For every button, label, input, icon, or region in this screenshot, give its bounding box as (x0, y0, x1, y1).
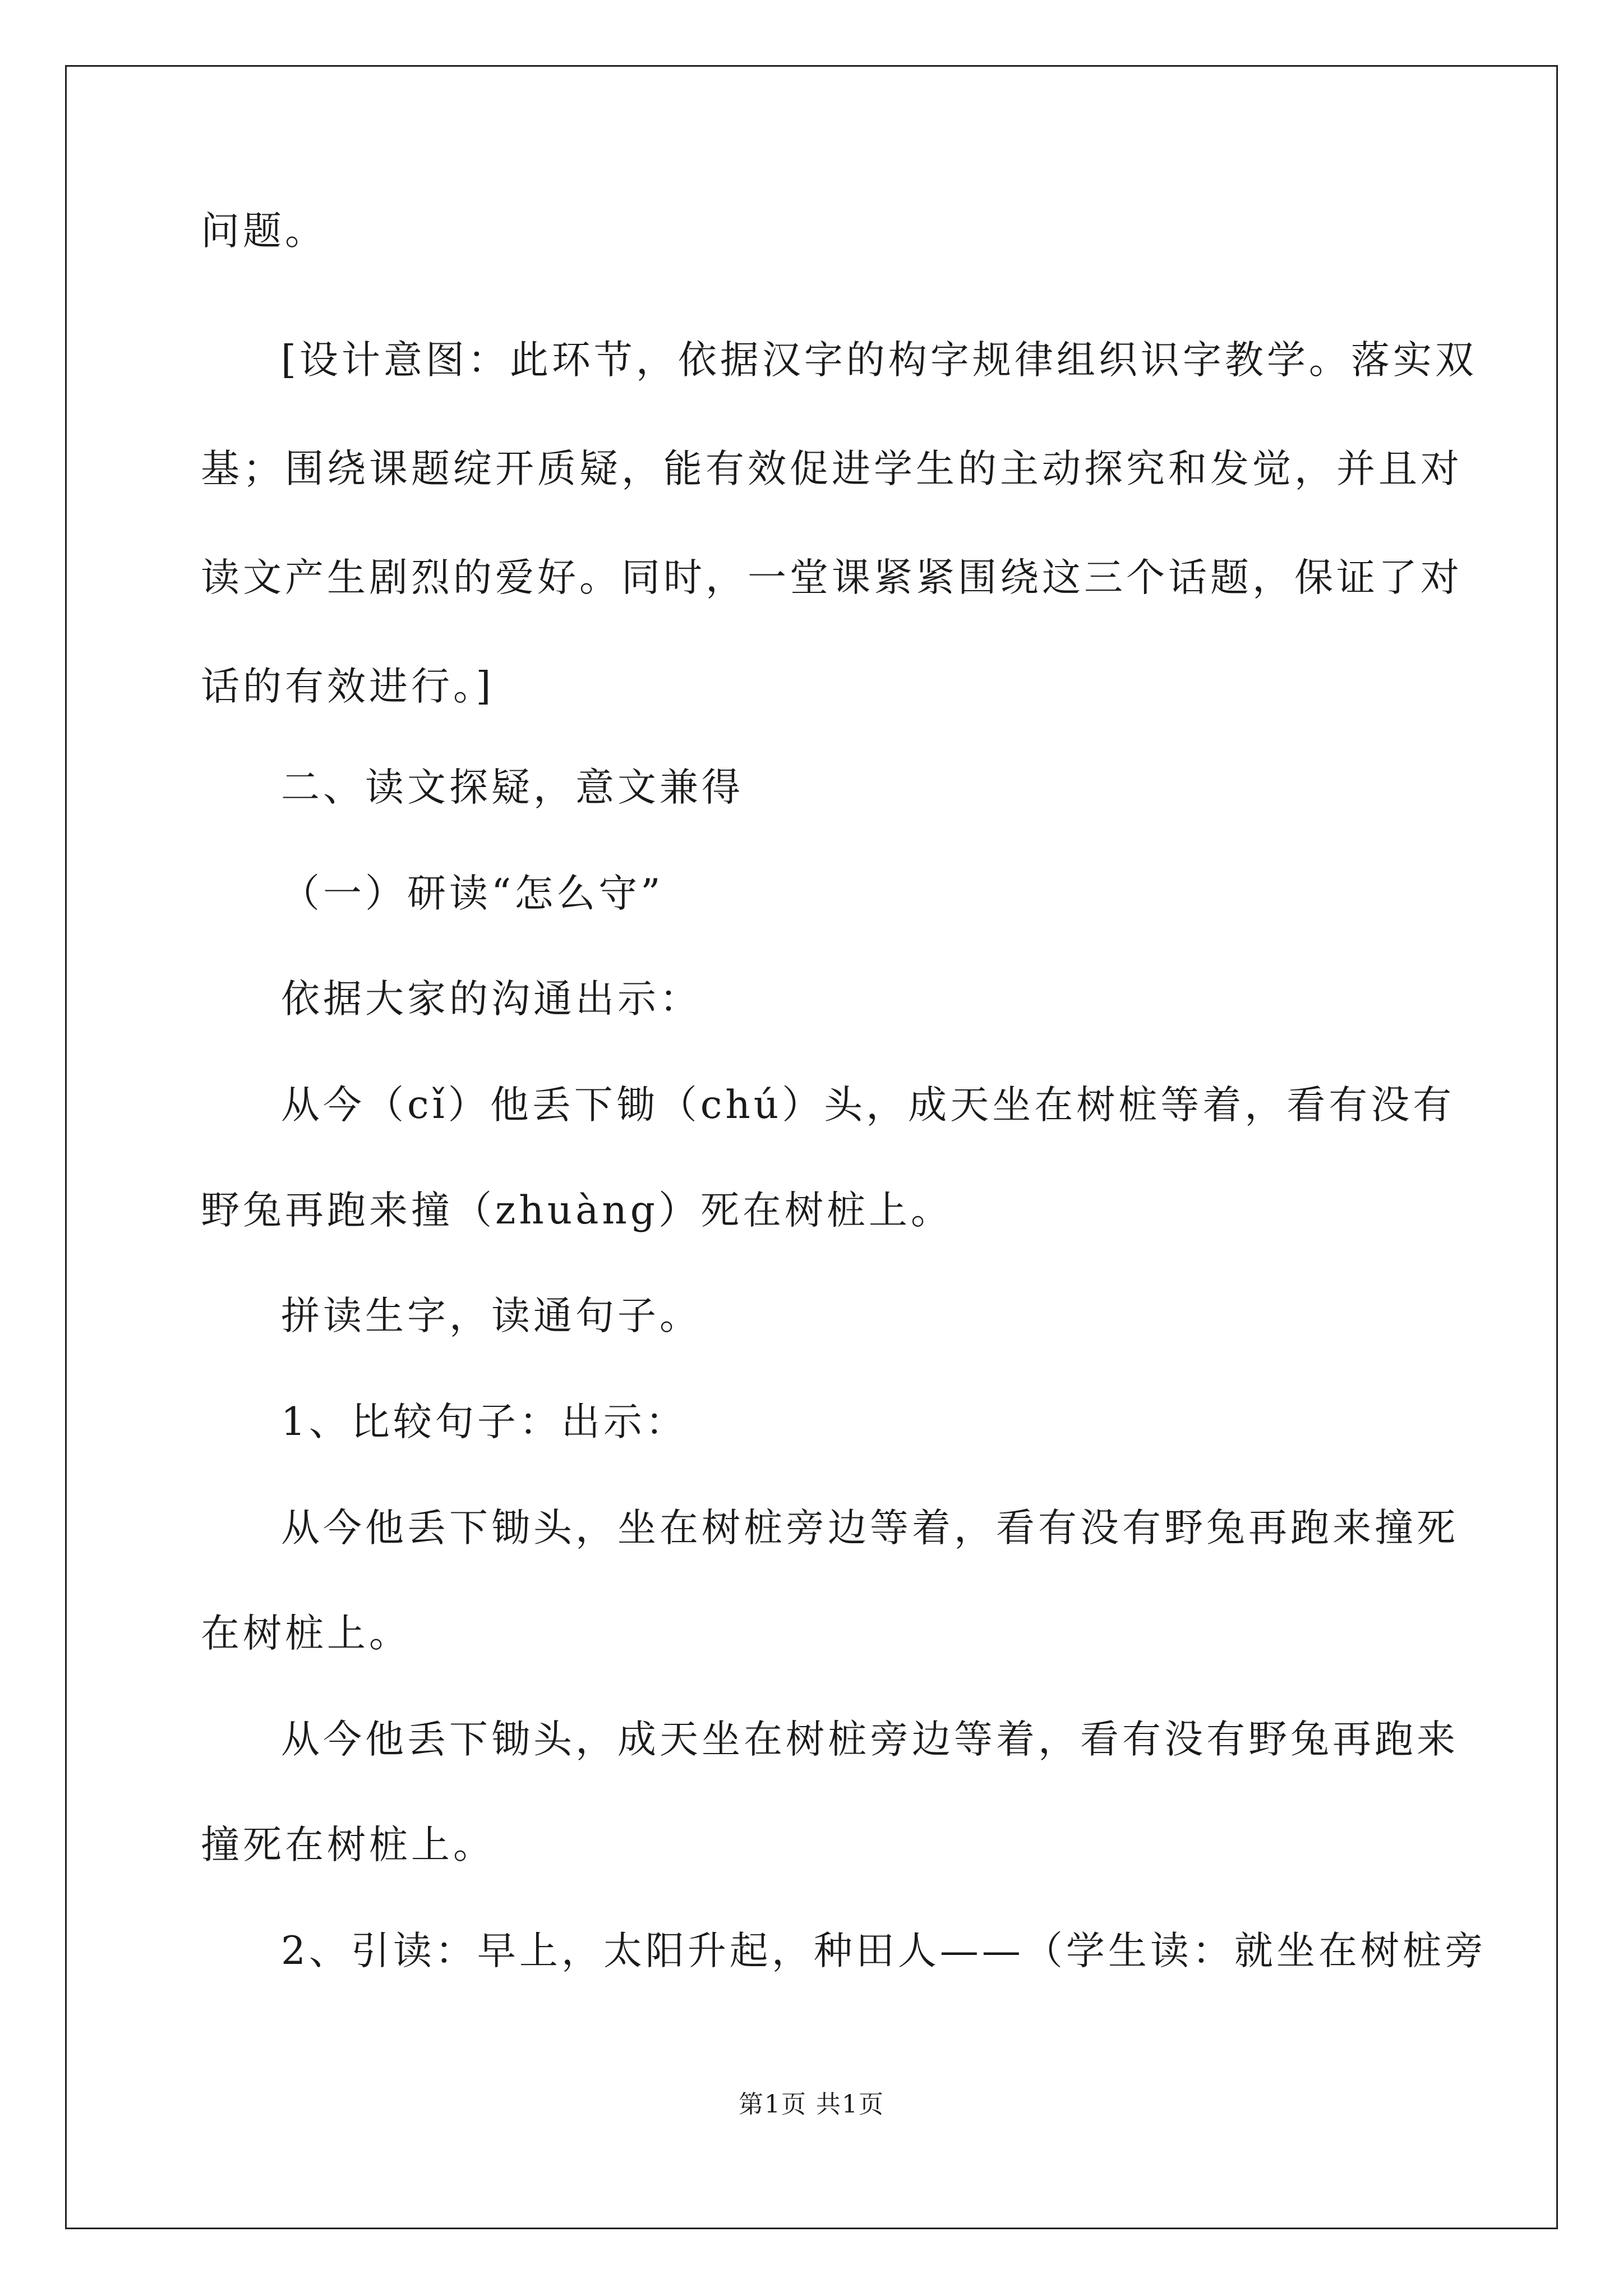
text-line: [设计意图：此环节，依据汉字的构字规律组织识字教学。落实双 (281, 338, 1477, 383)
text-line: 1、比较句子：出示： (281, 1400, 688, 1444)
text-line: 话的有效进行。] (201, 664, 495, 709)
text-line: 从今他丢下锄头，成天坐在树桩旁边等着，看有没有野兔再跑来 (281, 1717, 1459, 1762)
text-line: 2、引读：早上，太阳升起，种田人——（学生读：就坐在树桩旁 (281, 1929, 1487, 1973)
page-border (65, 65, 1558, 2229)
text-line: 依据大家的沟通出示： (281, 977, 702, 1022)
text-line: 在树桩上。 (201, 1611, 411, 1656)
section-heading: 二、读文探疑，意文兼得 (281, 765, 744, 810)
text-line: 撞死在树桩上。 (201, 1823, 495, 1867)
text-line: 从今他丢下锄头，坐在树桩旁边等着，看有没有野兔再跑来撞死 (281, 1506, 1459, 1550)
text-line: 基；围绕课题绽开质疑，能有效促进学生的主动探究和发觉，并且对 (201, 447, 1463, 491)
text-line: 问题。 (201, 209, 327, 254)
text-line: 从今（cǐ）他丢下锄（chú）头，成天坐在树桩等着，看有没有 (281, 1083, 1455, 1128)
text-line: 读文产生剧烈的爱好。同时，一堂课紧紧围绕这三个话题，保证了对 (201, 555, 1463, 600)
text-line: 拼读生字，读通句子。 (281, 1294, 702, 1338)
page-footer: 第1页 共1页 (739, 2090, 884, 2119)
subsection-heading: （一）研读“怎么守” (281, 871, 664, 916)
text-line: 野兔再跑来撞（zhuàng）死在树桩上。 (201, 1188, 953, 1233)
